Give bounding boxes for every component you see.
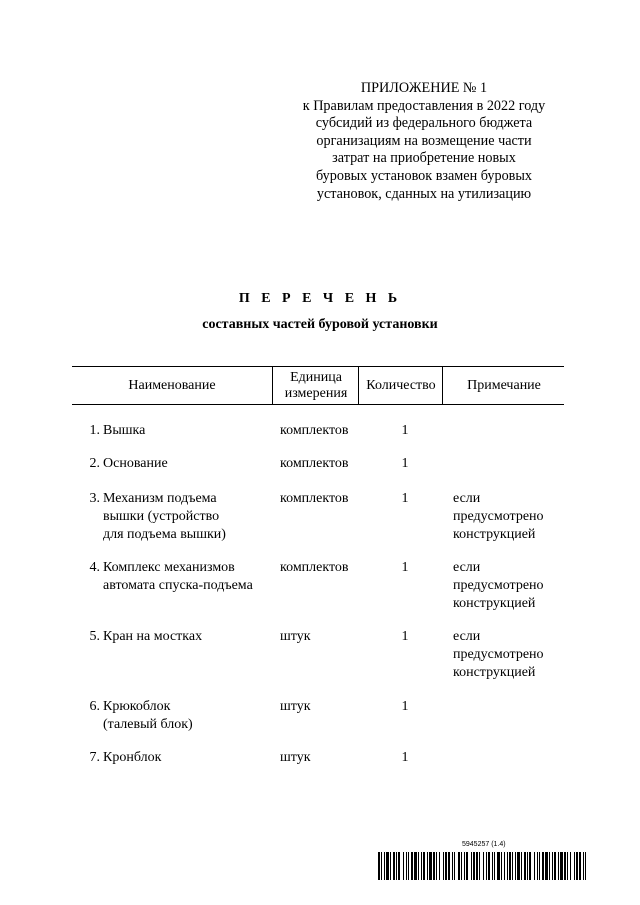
appendix-line: затрат на приобретение новых [332, 150, 516, 167]
appendix-line: к Правилам предоставления в 2022 году [302, 97, 546, 114]
row-number: 5. [89, 629, 100, 644]
header-quantity: Количество [358, 367, 443, 404]
row-number: 1. [89, 423, 100, 438]
row-quantity: 1 [401, 699, 409, 714]
appendix-line: ПРИЛОЖЕНИЕ № 1 [360, 80, 488, 96]
row-number: 4. [89, 560, 100, 575]
appendix-line: установок, сданных на утилизацию [316, 185, 532, 202]
row-quantity: 1 [401, 560, 409, 575]
row-note: если предусмотрено конструкцией [453, 629, 544, 680]
barcode-caption: 5945257 (1.4) [462, 841, 506, 848]
row-name: Крюкоблок (талевый блок) [103, 699, 193, 732]
row-name: Комплекс механизмов автомата спуска-подъема [103, 560, 253, 593]
appendix-line: субсидий из федерального бюджета [315, 115, 533, 132]
row-unit: штук [280, 699, 311, 714]
appendix-line: буровых установок взамен буровых [315, 167, 532, 184]
row-note: если предусмотрено конструкцией [453, 560, 544, 611]
row-quantity: 1 [401, 629, 409, 644]
appendix-header [282, 80, 566, 203]
document-title: П Е Р Е Ч Е Н Ь [238, 291, 402, 306]
row-number: 3. [89, 491, 100, 506]
row-quantity: 1 [401, 456, 409, 471]
header-unit: Единица измерения [272, 367, 359, 404]
row-unit: комплектов [280, 456, 349, 471]
row-unit: комплектов [280, 491, 349, 506]
row-unit: комплектов [280, 423, 349, 438]
header-name: Наименование [128, 377, 216, 393]
row-unit: комплектов [280, 560, 349, 575]
row-quantity: 1 [401, 750, 409, 765]
row-name: Кронблок [103, 750, 162, 765]
row-quantity: 1 [401, 491, 409, 506]
document-subtitle: составных частей буровой установки [202, 317, 438, 332]
row-name: Вышка [103, 423, 146, 438]
barcode-bar [586, 852, 589, 880]
barcode-icon [378, 852, 590, 880]
row-number: 2. [89, 456, 100, 471]
row-number: 7. [89, 750, 100, 765]
table-header [72, 366, 564, 405]
row-name: Механизм подъема вышки (устройство для подъема вышки) [103, 491, 226, 542]
row-number: 6. [89, 699, 100, 714]
row-unit: штук [280, 750, 311, 765]
row-note: если предусмотрено конструкцией [453, 491, 544, 542]
appendix-line: организациям на возмещение части [316, 132, 532, 149]
row-name: Кран на мостках [103, 629, 203, 644]
row-quantity: 1 [401, 423, 409, 438]
row-name: Основание [103, 456, 168, 471]
header-note: Примечание [442, 367, 565, 404]
row-unit: штук [280, 629, 311, 644]
